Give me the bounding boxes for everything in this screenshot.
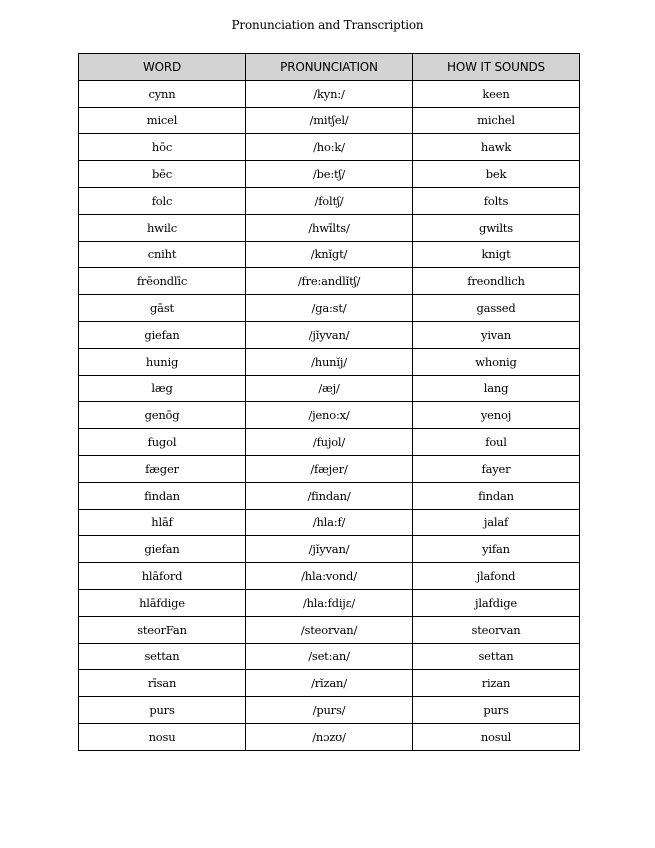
word-cell: folc — [79, 187, 246, 214]
word-cell: genōg — [79, 402, 246, 429]
word-cell: læg — [79, 375, 246, 402]
how-it-sounds-cell: keen — [413, 80, 580, 107]
how-it-sounds-cell: foul — [413, 429, 580, 456]
table-row — [79, 455, 580, 482]
word-cell: fæger — [79, 455, 246, 482]
table-body — [79, 80, 580, 750]
table-row — [79, 482, 580, 509]
pronunciation-cell: /fre:andlĭtʃ/ — [246, 268, 413, 295]
pronunciation-cell: /hla:f/ — [246, 509, 413, 536]
word-cell: cynn — [79, 80, 246, 107]
table-row — [79, 348, 580, 375]
table-row — [79, 161, 580, 188]
pronunciation-cell: /knĭgt/ — [246, 241, 413, 268]
word-cell: settan — [79, 643, 246, 670]
pronunciation-cell: /jĭyvan/ — [246, 321, 413, 348]
pronunciation-cell: /set:an/ — [246, 643, 413, 670]
word-cell: hōc — [79, 134, 246, 161]
how-it-sounds-cell: yifan — [413, 536, 580, 563]
table-row — [79, 80, 580, 107]
table-row — [79, 643, 580, 670]
word-cell: steorFan — [79, 616, 246, 643]
table-row — [79, 375, 580, 402]
table-row — [79, 429, 580, 456]
pronunciation-cell: /hunĭj/ — [246, 348, 413, 375]
how-it-sounds-cell: freondlich — [413, 268, 580, 295]
table-row — [79, 402, 580, 429]
word-cell: findan — [79, 482, 246, 509]
pronunciation-cell: /steorvan/ — [246, 616, 413, 643]
how-it-sounds-cell: knigt — [413, 241, 580, 268]
table-row — [79, 187, 580, 214]
column-header-word: WORD — [79, 54, 246, 81]
table-row — [79, 723, 580, 750]
pronunciation-cell: /rĭzan/ — [246, 670, 413, 697]
table-row — [79, 589, 580, 616]
how-it-sounds-cell: whonig — [413, 348, 580, 375]
how-it-sounds-cell: yenoj — [413, 402, 580, 429]
pronunciation-cell: /hwīlts/ — [246, 214, 413, 241]
word-cell: bēc — [79, 161, 246, 188]
pronunciation-cell: /fujol/ — [246, 429, 413, 456]
how-it-sounds-cell: jlafond — [413, 563, 580, 590]
pronunciation-cell: /æj/ — [246, 375, 413, 402]
pronunciation-cell: /foltʃ/ — [246, 187, 413, 214]
pronunciation-cell: /fæjer/ — [246, 455, 413, 482]
table-row — [79, 107, 580, 134]
how-it-sounds-cell: jalaf — [413, 509, 580, 536]
pronunciation-cell: /jĭyvan/ — [246, 536, 413, 563]
pronunciation-cell: /nɔzʊ/ — [246, 723, 413, 750]
how-it-sounds-cell: folts — [413, 187, 580, 214]
table-row — [79, 241, 580, 268]
word-cell: giefan — [79, 321, 246, 348]
pronunciation-cell: /be:tʃ/ — [246, 161, 413, 188]
word-cell: purs — [79, 697, 246, 724]
column-header-how-it-sounds: HOW IT SOUNDS — [413, 54, 580, 81]
word-cell: nosu — [79, 723, 246, 750]
how-it-sounds-cell: nosul — [413, 723, 580, 750]
pronunciation-cell: /hla:vond/ — [246, 563, 413, 590]
table-header-row — [79, 54, 580, 81]
how-it-sounds-cell: rizan — [413, 670, 580, 697]
how-it-sounds-cell: gwilts — [413, 214, 580, 241]
pronunciation-cell: /hla:fdijɛ/ — [246, 589, 413, 616]
how-it-sounds-cell: jlafdige — [413, 589, 580, 616]
how-it-sounds-cell: purs — [413, 697, 580, 724]
pronunciation-table — [78, 53, 580, 751]
pronunciation-cell: /mitʃel/ — [246, 107, 413, 134]
page-title: Pronunciation and Transcription — [231, 18, 424, 32]
how-it-sounds-cell: settan — [413, 643, 580, 670]
how-it-sounds-cell: steorvan — [413, 616, 580, 643]
pronunciation-cell: /ho:k/ — [246, 134, 413, 161]
table-row — [79, 214, 580, 241]
word-cell: hlāf — [79, 509, 246, 536]
table-row — [79, 295, 580, 322]
table-row — [79, 321, 580, 348]
how-it-sounds-cell: lang — [413, 375, 580, 402]
pronunciation-cell: /jeno:x/ — [246, 402, 413, 429]
word-cell: hlāford — [79, 563, 246, 590]
pronunciation-cell: /purs/ — [246, 697, 413, 724]
word-cell: hlāfdige — [79, 589, 246, 616]
table-row — [79, 616, 580, 643]
table-row — [79, 536, 580, 563]
table-row — [79, 563, 580, 590]
how-it-sounds-cell: findan — [413, 482, 580, 509]
word-cell: rīsan — [79, 670, 246, 697]
table-row — [79, 509, 580, 536]
table-row — [79, 134, 580, 161]
pronunciation-cell: /ga:st/ — [246, 295, 413, 322]
word-cell: micel — [79, 107, 246, 134]
word-cell: gāst — [79, 295, 246, 322]
word-cell: hunig — [79, 348, 246, 375]
how-it-sounds-cell: hawk — [413, 134, 580, 161]
how-it-sounds-cell: michel — [413, 107, 580, 134]
word-cell: fugol — [79, 429, 246, 456]
word-cell: cniht — [79, 241, 246, 268]
table-row — [79, 697, 580, 724]
how-it-sounds-cell: gassed — [413, 295, 580, 322]
table-row — [79, 268, 580, 295]
how-it-sounds-cell: yivan — [413, 321, 580, 348]
word-cell: giefan — [79, 536, 246, 563]
word-cell: frēondlīc — [79, 268, 246, 295]
how-it-sounds-cell: bek — [413, 161, 580, 188]
pronunciation-cell: /kyn:/ — [246, 80, 413, 107]
pronunciation-cell: /findan/ — [246, 482, 413, 509]
how-it-sounds-cell: fayer — [413, 455, 580, 482]
column-header-pronunciation: PRONUNCIATION — [246, 54, 413, 81]
word-cell: hwilc — [79, 214, 246, 241]
table-row — [79, 670, 580, 697]
